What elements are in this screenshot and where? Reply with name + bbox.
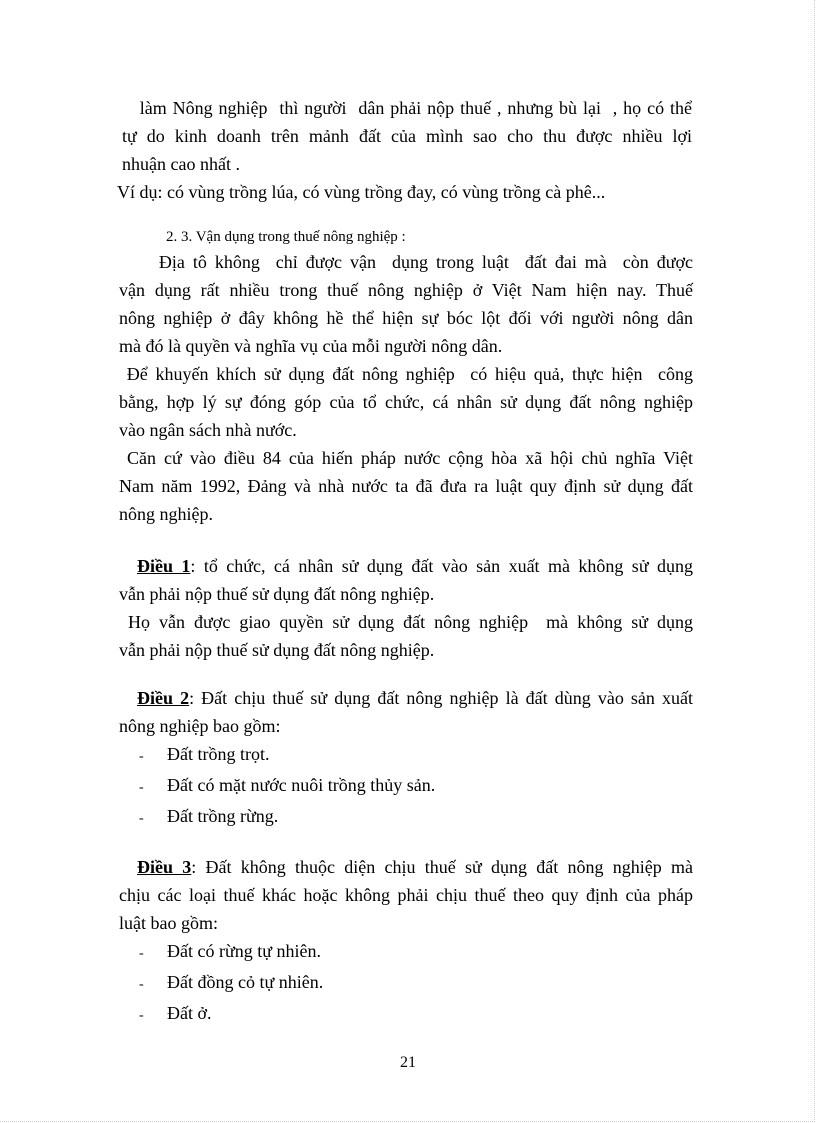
- list-item: [119, 999, 693, 1030]
- bullet-dash: -: [139, 749, 144, 764]
- text-line: Họ vẫn được giao quyền sử dụng đất nông nghiệp mà không sử dụng: [119, 612, 693, 632]
- text-line: vẫn phải nộp thuế sử dụng đất nông nghiệp.: [119, 584, 435, 604]
- text-line: luật bao gồm:: [119, 913, 218, 933]
- paragraph-encourage: [119, 360, 693, 444]
- text-line: chịu các loại thuế khác hoặc không phải chịu thuế theo quy định của pháp: [119, 885, 693, 905]
- list-item-text: Đất có rừng tự nhiên.: [167, 941, 321, 961]
- list-item-text: Đất trồng rừng.: [167, 806, 279, 826]
- article-2-first-line: [119, 684, 693, 712]
- text-line: Địa tô không chỉ được vận dụng trong luật đất đai mà còn được: [119, 252, 693, 272]
- text-line: bằng, hợp lý sự đóng góp của tổ chức, cá nhân sử dụng đất nông nghiệp: [119, 392, 693, 412]
- text-line: nông nghiệp ở đây không hề thể hiện sự bóc lột đối với người nông dân: [119, 308, 693, 328]
- text-line: làm Nông nghiệp thì người dân phải nộp thuế , nhưng bù lại , họ có thể: [122, 98, 692, 118]
- text-line: vẫn phải nộp thuế sử dụng đất nông nghiệp.: [119, 640, 435, 660]
- article-2: [119, 684, 693, 833]
- text-line: vận dụng rất nhiều trong thuế nông nghiệp ở Việt Nam hiện nay. Thuế: [119, 280, 693, 300]
- text-line: Căn cứ vào điều 84 của hiến pháp nước cộng hòa xã hội chủ nghĩa Việt: [119, 448, 693, 468]
- list-item: [119, 740, 693, 771]
- list-item: [119, 802, 693, 833]
- document-body: [117, 94, 694, 1030]
- bullet-dash: -: [139, 946, 144, 961]
- text-line: tự do kinh doanh trên mảnh đất của mình sao cho thu được nhiều lợi: [122, 126, 692, 146]
- text-line: Để khuyến khích sử dụng đất nông nghiệp có hiệu quả, thực hiện công: [119, 364, 693, 384]
- list-item-text: Đất trồng trọt.: [167, 744, 270, 764]
- bullet-dash: -: [139, 811, 144, 826]
- bullet-dash: -: [139, 1008, 144, 1023]
- article-3-first-line: [119, 853, 693, 881]
- paragraph-dia-to: [119, 248, 693, 360]
- list-item: [119, 937, 693, 968]
- page-number: 21: [400, 1054, 416, 1071]
- article-3-text: : Đất không thuộc diện chịu thuế sử dụng đất nông nghiệp mà: [191, 857, 694, 877]
- article-3: [119, 853, 693, 1030]
- bullet-dash: -: [139, 780, 144, 795]
- text-line: nông nghiệp bao gồm:: [119, 716, 281, 736]
- article-1: [119, 552, 693, 664]
- article-3-term: Điều 3: [137, 857, 192, 877]
- example-line: Ví dụ: có vùng trồng lúa, có vùng trồng đay, có vùng trồng cà phê...: [117, 182, 606, 202]
- article-1-first-line: [119, 552, 693, 580]
- text-line: nhuận cao nhất .: [122, 154, 240, 174]
- section-heading: 2. 3. Vận dụng trong thuế nông nghiệp :: [166, 229, 406, 245]
- list-item-text: Đất có mặt nước nuôi trồng thủy sản.: [167, 775, 436, 795]
- list-item-text: Đất đồng cỏ tự nhiên.: [167, 972, 324, 992]
- text-line: mà đó là quyền và nghĩa vụ của mỗi người nông dân.: [119, 336, 503, 356]
- bullet-dash: -: [139, 977, 144, 992]
- article-2-term: Điều 2: [137, 688, 190, 708]
- list-item: [119, 968, 693, 999]
- article-1-text: : tổ chức, cá nhân sử dụng đất vào sản xuất mà không sử dụng: [190, 556, 693, 576]
- list-item: [119, 771, 693, 802]
- list-item-text: Đất ở.: [167, 1003, 212, 1023]
- article-2-text: : Đất chịu thuế sử dụng đất nông nghiệp là đất dùng vào sản xuất: [189, 688, 693, 708]
- paragraph-intro: [117, 94, 692, 206]
- article-1-term: Điều 1: [137, 556, 191, 576]
- text-line: Nam năm 1992, Đảng và nhà nước ta đã đưa ra luật quy định sử dụng đất: [119, 476, 693, 496]
- text-line: nông nghiệp.: [119, 504, 213, 524]
- text-line: vào ngân sách nhà nước.: [119, 420, 297, 440]
- paragraph-legal-basis: [119, 444, 693, 528]
